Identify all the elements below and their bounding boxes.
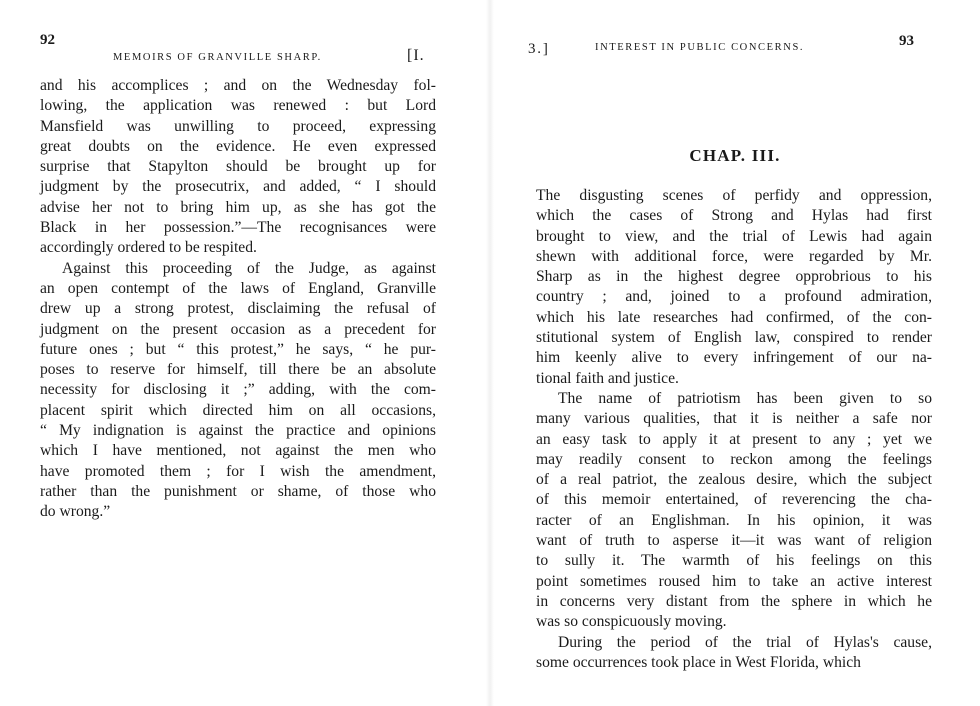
text-line: rather than the punishment or shame, of those who (40, 482, 436, 500)
text-line: placent spirit which directed him on all occasions, (40, 401, 436, 419)
text-line: great doubts on the evidence. He even expressed (40, 137, 436, 155)
chapter-heading: CHAP. III. (689, 146, 781, 165)
text-line: stitutional system of English law, conspired to render (536, 329, 932, 347)
text-line: him keenly alive to every infringement of our na- (536, 349, 932, 367)
right-page-number: 93 (899, 33, 914, 49)
text-line: lowing, the application was renewed : but Lord (40, 97, 436, 115)
text-line: which the cases of Strong and Hylas had first (536, 207, 932, 225)
text-line: which his late researches had confirmed, of the con- (536, 308, 932, 326)
text-line: want of truth to asperse it—it was want of religion (536, 532, 932, 550)
text-line: an open contempt of the laws of England, Granville (40, 279, 436, 297)
left-body-text (40, 76, 436, 523)
text-line: brought to view, and the trial of Lewis had again (536, 227, 932, 245)
left-page-number: 92 (40, 32, 55, 48)
text-line: accordingly ordered to be respited. (40, 239, 257, 257)
right-running-title: INTEREST IN PUBLIC CONCERNS. (595, 42, 805, 53)
text-line: Black in her possession.”—The recognisances were (40, 219, 436, 237)
text-line: have promoted them ; for I wish the amendment, (40, 462, 436, 480)
text-line: advise her not to bring him up, as she has got the (40, 198, 436, 216)
text-line: do wrong.” (40, 503, 111, 521)
text-line: Against this proceeding of the Judge, as against (62, 259, 436, 277)
right-chapter-marker: 3.] (528, 41, 550, 57)
text-line: in concerns very distant from the sphere in which he (536, 592, 932, 610)
text-line: Sharp as in the highest degree opprobrious to his (536, 268, 932, 286)
text-line: future ones ; but “ this protest,” he says, “ he pur- (40, 340, 436, 358)
text-line: to sully it. The warmth of his feelings on this (536, 552, 932, 570)
text-line: was so conspicuously moving. (536, 613, 727, 631)
text-line: of a real patriot, the zealous desire, which the subject (536, 471, 932, 489)
text-line: drew up a strong protest, disclaiming the refusal of (40, 300, 436, 318)
text-line: judgment by the prosecutrix, and added, “ I should (40, 178, 436, 196)
text-line: many various qualities, that it is neither a safe nor (536, 410, 932, 428)
text-line: Mansfield was unwilling to proceed, expressing (40, 117, 436, 135)
text-line: may readily consent to reckon among the feelings (536, 450, 932, 468)
text-line: which I have mentioned, not against the men who (40, 442, 436, 460)
left-chapter-marker: [I. (407, 47, 425, 64)
text-line: “ My indignation is against the practice and opinions (40, 422, 436, 440)
text-line: point sometimes roused him to take an active interest (536, 572, 932, 590)
text-line: and his accomplices ; and on the Wednesday fol- (40, 77, 436, 94)
text-line: country ; and, joined to a profound admiration, (536, 288, 932, 306)
text-line: necessity for disclosing it ;” adding, with the com- (40, 381, 436, 399)
text-line: of this memoir entertained, of reverencing the cha- (536, 491, 932, 509)
text-line: The disgusting scenes of perfidy and oppression, (536, 187, 932, 204)
text-line: some occurrences took place in West Florida, which (536, 653, 861, 671)
text-line: tional faith and justice. (536, 369, 679, 387)
text-line: The name of patriotism has been given to so (558, 389, 932, 407)
left-running-title: MEMOIRS OF GRANVILLE SHARP. (113, 52, 322, 63)
text-line: shewn with additional force, were regarded by Mr. (536, 247, 932, 265)
text-line: poses to reserve for himself, till there be an absolute (40, 361, 436, 379)
text-line: During the period of the trial of Hylas's cause, (558, 633, 932, 651)
text-line: surprise that Stapylton should be brought up for (40, 158, 436, 176)
text-line: an easy task to apply it at present to any ; yet we (536, 430, 932, 448)
text-line: judgment on the present occasion as a precedent for (40, 320, 436, 338)
right-body-text (536, 186, 932, 673)
right-page (490, 0, 980, 706)
text-line: racter of an Englishman. In his opinion, it was (536, 511, 932, 529)
